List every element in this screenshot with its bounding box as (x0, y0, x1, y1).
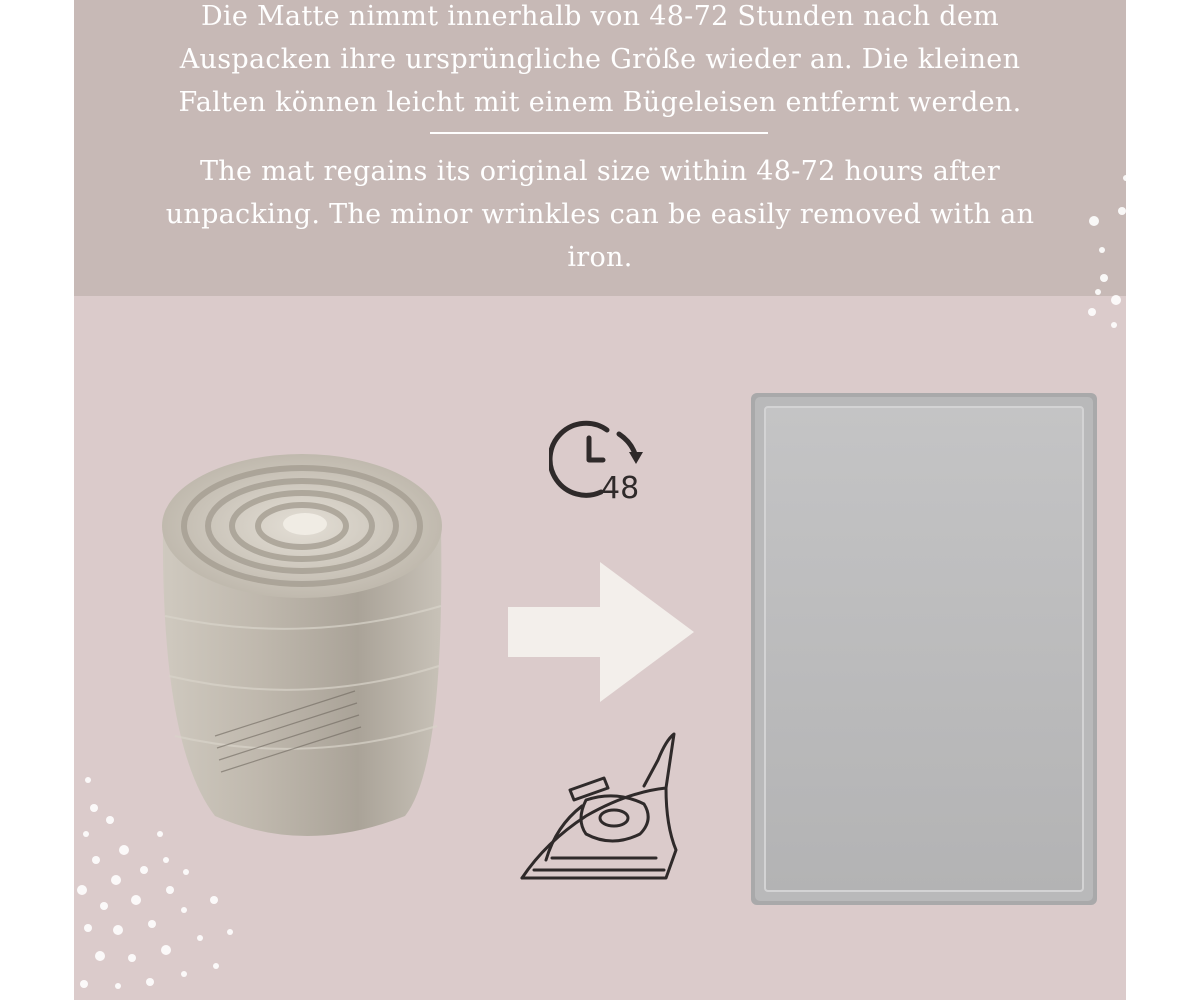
flat-mat-image (751, 393, 1097, 905)
arrow-right-icon (508, 562, 694, 702)
english-line-1: The mat regains its original size within 48-72 hours after (199, 156, 1001, 187)
text-banner (74, 0, 1126, 296)
german-description (74, 0, 1126, 124)
rolled-mat-image (155, 446, 455, 856)
german-line-2: Auspacken ihre ursprüngliche Größe wieder an. Die kleinen (179, 44, 1021, 75)
clock-arrow-icon (549, 418, 653, 504)
german-line-3: Falten können leicht mit einem Bügeleisen entfernt werden. (178, 87, 1022, 118)
english-description (74, 150, 1126, 279)
decorative-dots-right (1080, 150, 1140, 340)
english-line-3: iron. (567, 242, 633, 273)
german-line-1: Die Matte nimmt innerhalb von 48-72 Stunden nach dem (200, 1, 1000, 32)
clock-hours-label: 48 (601, 471, 640, 504)
divider-line (430, 132, 768, 134)
iron-icon (516, 730, 682, 882)
english-line-2: unpacking. The minor wrinkles can be easily removed with an (165, 199, 1035, 230)
